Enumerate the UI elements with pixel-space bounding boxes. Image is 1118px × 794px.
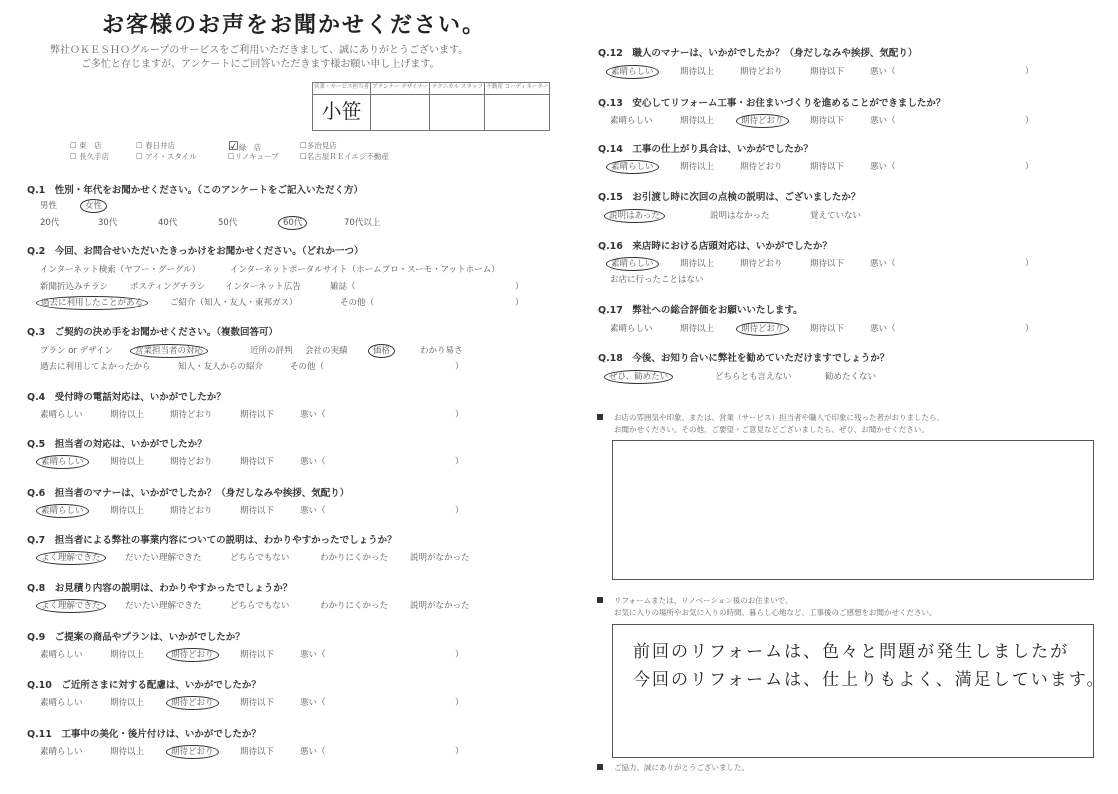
stores-5-text: アイ・スタイル bbox=[145, 152, 197, 161]
rating-2-text: 期待どおり bbox=[740, 67, 783, 77]
q7-text: Q.7 担当者による弊社の事業内容についての説明は、わかりやすかったでしょうか？ bbox=[27, 535, 397, 546]
rating-5-text: ） bbox=[1025, 67, 1034, 77]
q18-text: Q.18 今後、お知り合いに弊社を勧めていただけますでしょうか？ bbox=[598, 353, 890, 364]
rating-1-text: 期待以上 bbox=[110, 457, 145, 467]
q18_opts-0-text: ぜひ、勧めたい bbox=[604, 370, 673, 384]
q2-r1-0-text: インターネット検索（ヤフー・グーグル） bbox=[40, 265, 201, 275]
q6-text: Q.6 担当者のマナーは、いかがでしたか？（身だしなみや挨拶、気配り） bbox=[27, 488, 350, 499]
staff_headers-1-text: プランナー デザイナー bbox=[371, 83, 430, 95]
stores-0-text: 東 店 bbox=[79, 141, 102, 150]
rating-3-text: 期待以下 bbox=[240, 747, 275, 757]
q1-label: Q.1 性別・年代をお聞かせください。（このアンケートをご記入いただく方） bbox=[27, 185, 363, 196]
staff_headers-3-text: 不動産 コーディネーター bbox=[485, 83, 550, 95]
q2-r2-3-text: 雑誌（ bbox=[330, 282, 356, 292]
rating-1-text: 期待以上 bbox=[110, 410, 145, 420]
staff-table bbox=[312, 82, 550, 131]
stores-2-text: 緑 店 bbox=[238, 143, 262, 152]
q10-text: Q.10 ご近所さまに対する配慮は、いかがでしたか？ bbox=[27, 680, 261, 691]
understand-3-text: わかりにくかった bbox=[320, 553, 389, 563]
rating-3-text: 期待以下 bbox=[810, 162, 845, 172]
understand-0-text: よく理解できた bbox=[36, 599, 106, 613]
handwritten-line-2: 今回のリフォームは、仕上りもよく、満足しています。 bbox=[633, 670, 1106, 690]
q1-ages-2-text: 40代 bbox=[158, 218, 178, 228]
rating-5-text: ） bbox=[455, 506, 464, 516]
rating-1-text: 期待以上 bbox=[680, 116, 715, 126]
staff-name: 小笹 bbox=[313, 95, 371, 131]
rating-3-text: 期待以下 bbox=[240, 650, 275, 660]
rating-0-text: 素晴らしい bbox=[40, 747, 83, 757]
understand-4-text: 説明がなかった bbox=[410, 553, 470, 563]
fb1-0-text: お店の雰囲気や印象、または、営業（サービス）担当者や職人で印象に残った者がおりましたら、 bbox=[614, 413, 944, 422]
understand-3-text: わかりにくかった bbox=[320, 601, 389, 611]
q2-r3-1-text: ご紹介（知人・友人・東邦ガス） bbox=[170, 298, 298, 308]
rating-4-text: 悪い（ bbox=[300, 457, 326, 467]
rating-2-text: 期待どおり bbox=[166, 745, 219, 759]
q1-gender-1-text: 女性 bbox=[80, 199, 107, 213]
rating-4-text: 悪い（ bbox=[870, 67, 896, 77]
rating-0-text: 素晴らしい bbox=[606, 160, 659, 174]
understand-1-text: だいたい理解できた bbox=[125, 553, 202, 563]
rating-0-text: 素晴らしい bbox=[40, 698, 83, 708]
q3-r2-2-text: その他（ bbox=[290, 362, 325, 372]
stores-4-text: 長久手店 bbox=[79, 152, 110, 161]
q4-text: Q.4 受付時の電話対応は、いかがでしたか？ bbox=[27, 392, 226, 403]
bullet-icon bbox=[597, 597, 603, 603]
rating-2-text: 期待どおり bbox=[170, 506, 213, 516]
q2-r3-2-text: その他（ bbox=[340, 298, 375, 308]
fb1-1-text: お聞かせください。その他、ご要望・ご意見などございましたら、ぜひ、お聞かせください。 bbox=[614, 425, 929, 434]
bullet-icon bbox=[597, 764, 603, 770]
q3-r1-2-text: 近所の評判 bbox=[250, 346, 293, 356]
q3-r2-3-text: ） bbox=[455, 362, 464, 372]
rating-0-text: 素晴らしい bbox=[36, 504, 89, 518]
q2-r2-1-text: ポスティングチラシ bbox=[130, 282, 206, 292]
rating-3-text: 期待以下 bbox=[240, 457, 275, 467]
bullet-icon bbox=[597, 414, 603, 420]
rating-1-text: 期待以上 bbox=[110, 698, 145, 708]
q8-text: Q.8 お見積り内容の説明は、わかりやすかったでしょうか？ bbox=[27, 583, 293, 594]
rating-0-text: 素晴らしい bbox=[610, 116, 653, 126]
q2-r2-2-text: インターネット広告 bbox=[225, 282, 301, 292]
understand-2-text: どちらでもない bbox=[230, 601, 290, 611]
q9-text: Q.9 ご提案の商品やプランは、いかがでしたか？ bbox=[27, 632, 245, 643]
fb2-0-text: リフォームまたは、リノベーション後のお住まいで、 bbox=[614, 596, 793, 605]
rating-3-text: 期待以下 bbox=[810, 259, 845, 269]
rating-3-text: 期待以下 bbox=[240, 410, 275, 420]
rating-4-text: 悪い（ bbox=[870, 116, 896, 126]
rating-1-text: 期待以上 bbox=[680, 67, 715, 77]
handwritten-line-1: 前回のリフォームは、色々と問題が発生しましたが bbox=[633, 642, 1070, 662]
page-title: お客様のお声をお聞かせください。 bbox=[102, 12, 487, 38]
q2-r2-0-text: 新聞折込みチラシ bbox=[40, 282, 109, 292]
q16-text: Q.16 来店時における店頭対応は、いかがでしたか？ bbox=[598, 241, 832, 252]
q1-ages-5-text: 70代以上 bbox=[344, 218, 381, 228]
q15_opts-0-text: 説明はあった bbox=[604, 209, 665, 223]
q2-r2-4-text: ） bbox=[515, 282, 524, 292]
rating-2-text: 期待どおり bbox=[740, 259, 783, 269]
q5-text: Q.5 担当者の対応は、いかがでしたか？ bbox=[27, 439, 207, 450]
stores-7-text: 名古屋ＲＥイエジ不動産 bbox=[306, 152, 389, 161]
rating-2-text: 期待どおり bbox=[736, 322, 789, 336]
rating-3-text: 期待以下 bbox=[810, 324, 845, 334]
rating-1-text: 期待以上 bbox=[680, 259, 715, 269]
q18_opts-1-text: どちらとも言えない bbox=[715, 372, 792, 382]
rating-4-text: 悪い（ bbox=[300, 747, 326, 757]
q3-r1-3-text: 会社の実績 bbox=[305, 346, 348, 356]
rating-3-text: 期待以下 bbox=[810, 116, 845, 126]
understand-4-text: 説明がなかった bbox=[410, 601, 470, 611]
q1-ages-3-text: 50代 bbox=[218, 218, 238, 228]
rating-0-text: 素晴らしい bbox=[606, 65, 659, 79]
stores-3-text: 多治見店 bbox=[306, 141, 337, 150]
rating-2-text: 期待どおり bbox=[740, 162, 783, 172]
rating-2-text: 期待どおり bbox=[170, 410, 213, 420]
rating-4-text: 悪い（ bbox=[870, 324, 896, 334]
feedback-box-2[interactable] bbox=[612, 624, 1106, 758]
understand-0-text: よく理解できた bbox=[36, 551, 106, 565]
q3-q-text: Q.3 ご契約の決め手をお聞かせください。（複数回答可） bbox=[27, 327, 279, 338]
staff_headers-0-text: 営業・サービス担当者 bbox=[313, 83, 371, 95]
understand-1-text: だいたい理解できた bbox=[125, 601, 202, 611]
q11-text: Q.11 工事中の美化・後片付けは、いかがでしたか？ bbox=[27, 729, 261, 740]
q3-r2-1-text: 知人・友人からの紹介 bbox=[178, 362, 264, 372]
q15-text: Q.15 お引渡し時に次回の点検の説明は、ございましたか？ bbox=[598, 192, 861, 203]
q3-r1-5-text: わかり易さ bbox=[420, 346, 463, 356]
rating-5-text: ） bbox=[455, 410, 464, 420]
rating-3-text: 期待以下 bbox=[810, 67, 845, 77]
rating-4-text: 悪い（ bbox=[300, 698, 326, 708]
intro-line-1: 弊社ＯＫＥＳＨＯグループのサービスをご利用いただきまして、誠にありがとうございます。 bbox=[50, 45, 469, 56]
q1-ages-4-text: 60代 bbox=[278, 216, 307, 230]
q2-r1-1-text: インターネットポータルサイト（ホームプロ・スーモ・アットホーム） bbox=[230, 265, 500, 275]
rating-1-text: 期待以上 bbox=[680, 162, 715, 172]
rating-5-text: ） bbox=[455, 457, 464, 467]
q14-text: Q.14 工事の仕上がり具合は、いかがでしたか？ bbox=[598, 144, 813, 155]
rating-0-text: 素晴らしい bbox=[36, 455, 89, 469]
rating-4-text: 悪い（ bbox=[870, 259, 896, 269]
rating-5-text: ） bbox=[455, 698, 464, 708]
q1-ages-0-text: 20代 bbox=[40, 218, 60, 228]
rating-4-text: 悪い（ bbox=[300, 506, 326, 516]
q1-gender-0-text: 男性 bbox=[40, 201, 58, 211]
rating-5-text: ） bbox=[455, 650, 464, 660]
rating-2-text: 期待どおり bbox=[170, 457, 213, 467]
q16_extra-text: お店に行ったことはない bbox=[610, 275, 704, 285]
rating-2-text: 期待どおり bbox=[166, 648, 219, 662]
q3-r2-0-text: 過去に利用してよかったから bbox=[40, 362, 151, 372]
q15_opts-2-text: 覚えていない bbox=[810, 211, 862, 221]
q18_opts-2-text: 勧めたくない bbox=[825, 372, 877, 382]
rating-0-text: 素晴らしい bbox=[610, 324, 653, 334]
rating-4-text: 悪い（ bbox=[870, 162, 896, 172]
stores-6-text: リノキューブ bbox=[234, 152, 279, 161]
rating-4-text: 悪い（ bbox=[300, 650, 326, 660]
rating-1-text: 期待以上 bbox=[110, 650, 145, 660]
rating-0-text: 素晴らしい bbox=[40, 650, 83, 660]
rating-4-text: 悪い（ bbox=[300, 410, 326, 420]
thanks-text: ご協力、誠にありがとうございました。 bbox=[614, 763, 749, 772]
q12-text: Q.12 職人のマナーは、いかがでしたか？（身だしなみや挨拶、気配り） bbox=[598, 48, 918, 59]
intro-line-2: ご多忙と存じますが、アンケートにご回答いただきます様お願い申し上げます。 bbox=[81, 59, 440, 70]
q13-text: Q.13 安心してリフォーム工事・お住まいづくりを進めることができましたか？ bbox=[598, 98, 946, 109]
rating-5-text: ） bbox=[1025, 259, 1034, 269]
q17-text: Q.17 弊社への総合評価をお願いいたします。 bbox=[598, 305, 803, 316]
rating-0-text: 素晴らしい bbox=[606, 257, 659, 271]
rating-3-text: 期待以下 bbox=[240, 698, 275, 708]
stores-1-text: 春日井店 bbox=[145, 141, 176, 150]
rating-1-text: 期待以上 bbox=[680, 324, 715, 334]
q3-r1-1-text: 営業担当者の対応 bbox=[130, 344, 208, 358]
q2-r3-3-text: ） bbox=[515, 298, 524, 308]
rating-1-text: 期待以上 bbox=[110, 506, 145, 516]
rating-2-text: 期待どおり bbox=[166, 696, 219, 710]
rating-3-text: 期待以下 bbox=[240, 506, 275, 516]
q3-r1-0-text: プラン or デザイン bbox=[40, 346, 114, 356]
rating-2-text: 期待どおり bbox=[736, 114, 789, 128]
rating-0-text: 素晴らしい bbox=[40, 410, 83, 420]
feedback-box-1[interactable] bbox=[612, 440, 1094, 580]
q1-ages-1-text: 30代 bbox=[98, 218, 118, 228]
rating-5-text: ） bbox=[1025, 116, 1034, 126]
q2-q-text: Q.2 今回、お問合せいただいたきっかけをお聞かせください。（どれか一つ） bbox=[27, 246, 364, 257]
staff_headers-2-text: テクニカル スタッフ bbox=[430, 83, 485, 95]
rating-1-text: 期待以上 bbox=[110, 747, 145, 757]
fb2-1-text: お気に入りの場所やお気に入りの時間、暮らし心地など、工事後のご感想をお聞かせください。 bbox=[614, 608, 937, 617]
q2-r3-0-text: 過去に利用したことがある bbox=[36, 296, 148, 310]
rating-5-text: ） bbox=[455, 747, 464, 757]
rating-5-text: ） bbox=[1025, 162, 1034, 172]
q15_opts-1-text: 説明はなかった bbox=[710, 211, 770, 221]
rating-5-text: ） bbox=[1025, 324, 1034, 334]
understand-2-text: どちらでもない bbox=[230, 553, 290, 563]
q3-r1-4-text: 価格 bbox=[368, 344, 395, 358]
